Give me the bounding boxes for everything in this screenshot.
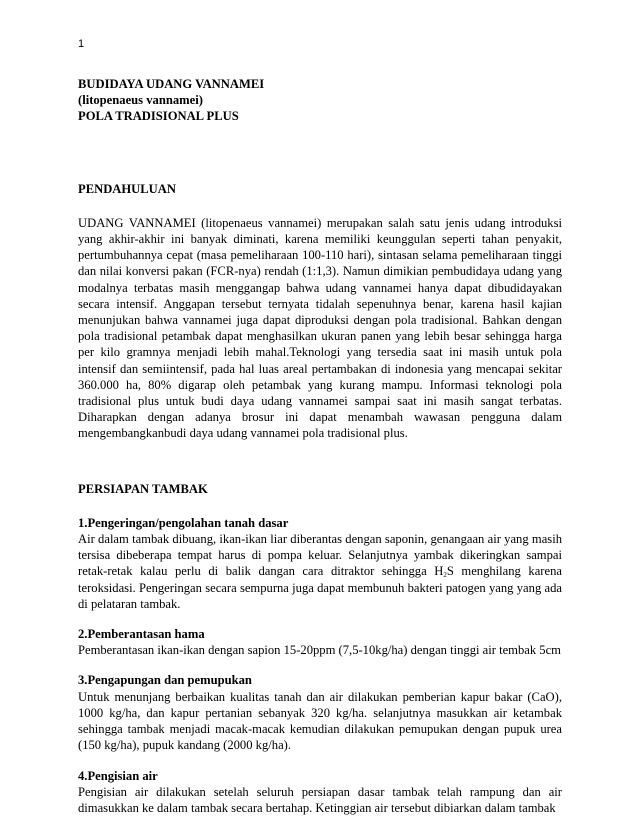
title-line-2: (litopenaeus vannamei)	[78, 93, 203, 108]
document-body	[78, 76, 562, 816]
subsection-title: 2.Pemberantasan hama	[78, 627, 205, 642]
subsection-title: 1.Pengeringan/pengolahan tanah dasar	[78, 515, 289, 530]
intro-paragraph: UDANG VANNAMEI (litopenaeus vannamei) merupakan salah satu jenis udang introduksi yang akhir-akhir ini banyak diminati, karena memiliki keunggulan seperti tahan penyakit, pertumbuhannya cepat (masa pemeliharaan 100-110 hari), sintasan selama pemeliharaan tinggi dan nilai konversi pakan (FCR-nya) rendah (1:1,3). Namun dimikian pembudidaya udang yang modalnya terbatas masih menggangap bahwa udang vannamei hanya dapat dibudidayakan secara intensif. Anggapan tersebut ternyata tidalah sepenuhnya benar, karena hasil kajian menunjukan bahwa vannamei juga dapat diproduksi dengan pola tradisional. Bahkan dengan pola tradisional petambak dapat menghasilkan ukuran panen yang lebih besar sehingga harga per kilo gramnya menjadi lebih mahal.Teknologi yang tersedia saat ini masih untuk pola intensif dan semiintensif, pada hal luas areal pertambakan di indonesia yang mencapai sekitar 360.000 ha, 80% digarap oleh petambak yang kurang mampu. Informasi teknologi pola tradisional plus untuk budi daya udang vannamei sampai saat ini masih sangat terbatas. Diharapkan dengan adanya brosur ini dapat menambah wawasan pengguna dalam mengembangkanbudi daya udang vannamei pola tradisional plus.	[78, 215, 562, 441]
subsection-pengapungan-pemupukan	[78, 672, 562, 753]
subsection-pengeringan	[78, 515, 562, 612]
page-number: 1	[78, 38, 85, 50]
paragraph-text-part: S menghilang karena teroksidasi. Pengeringan secara sempurna juga dapat membunuh bakteri patogen yang yang ada di pelataran tambak.	[78, 564, 562, 611]
subsection-paragraph: Untuk menunjang berbaikan kualitas tanah dan air dilakukan pemberian kapur bakar (CaO), 1000 kg/ha, dan kapur pertanian sebanyak 320 kg/ha. selanjutnya masukkan air ketambak sehingga tambak menjadi macak-macak kemudian dilakukan pemupukan dengan pupuk urea (150 kg/ha), pupuk kandang (2000 kg/ha).	[78, 689, 562, 753]
subsection-title: 4.Pengisian air	[78, 768, 158, 783]
subscript-2: 2	[443, 571, 447, 580]
subsection-paragraph: Pengisian air dilakukan setelah seluruh persiapan dasar tambak telah rampung dan air dimasukkan ke dalam tambak secara bertahap. Ketinggian air tersebut dibiarkan dalam tambak	[78, 784, 562, 815]
subsection-paragraph: Pemberantasan ikan-ikan dengan sapion 15-20ppm (7,5-10kg/ha) dengan tinggi air tembak 5cm	[78, 643, 561, 658]
section-heading-persiapan-tambak: PERSIAPAN TAMBAK	[78, 481, 208, 496]
subsection-pengisian-air	[78, 768, 562, 817]
document-title	[78, 76, 562, 125]
subsection-title: 3.Pengapungan dan pemupukan	[78, 673, 252, 688]
paragraph-text-part: Air dalam tambak dibuang, ikan-ikan liar diberantas dengan saponin, genangaan air yang masih tersisa dibeberapa tempat harus di pompa keluar. Selanjutnya yambak dikeringkan sampai retak-retak kalau perlu di balik dangan cara ditraktor sehingga H	[78, 532, 562, 579]
subsection-pemberantasan-hama	[78, 626, 562, 658]
title-line-1: BUDIDAYA UDANG VANNAMEI	[78, 77, 265, 91]
section-heading-pendahuluan: PENDAHULUAN	[78, 181, 176, 196]
title-line-3: POLA TRADISIONAL PLUS	[78, 109, 239, 124]
subsection-paragraph	[78, 531, 562, 612]
